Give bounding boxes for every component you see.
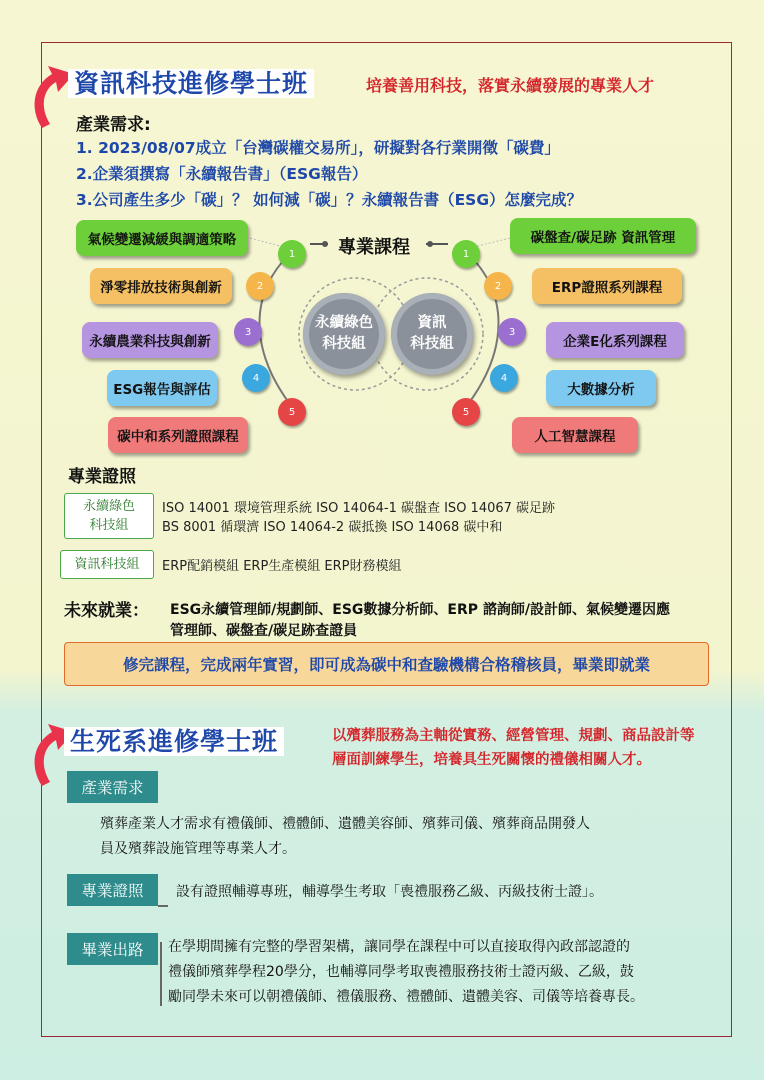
number-circle: 4 <box>242 364 270 392</box>
industry-demand-heading: 產業需求: <box>76 115 151 135</box>
number-circle: 5 <box>452 398 480 426</box>
body-text-line: 殯葬產業人才需求有禮儀師、禮體師、遺體美容師、殯葬司儀、殯葬商品開發人 <box>100 816 590 832</box>
number-circle: 2 <box>484 272 512 300</box>
course-pill-right: ERP證照系列課程 <box>532 268 682 304</box>
cert-line: BS 8001 循環濟 ISO 14064-2 碳抵換 ISO 14068 碳中和 <box>162 520 503 535</box>
hub-green-tech <box>303 293 385 375</box>
hub-info-tech <box>391 293 473 375</box>
course-pill-right: 企業E化系列課程 <box>546 322 684 358</box>
cert-line: ISO 14001 環境管理系統 ISO 14064-1 碳盤查 ISO 14067 碳足跡 <box>162 501 556 516</box>
section1-tagline: 培養善用科技，落實永續發展的專業人才 <box>366 76 655 95</box>
number-circle: 4 <box>490 364 518 392</box>
course-pill-left: 淨零排放技術與創新 <box>90 268 232 304</box>
section1-title: 資訊科技進修學士班 <box>68 64 314 100</box>
section-label-box: 專業證照 <box>67 874 158 906</box>
divider-line <box>160 942 162 1006</box>
diagram-center-label: 專業課程 <box>338 237 410 258</box>
section2-tagline: 層面訓練學生，培養具生死關懷的禮儀相關人才。 <box>332 752 651 768</box>
body-text-line: 勵同學未來可以朝禮儀師、禮儀服務、禮體師、遺體美容、司儀等培養專長。 <box>168 989 644 1005</box>
number-circle: 3 <box>234 318 262 346</box>
hub-label: 永續綠色 科技組 <box>315 315 373 352</box>
course-pill-left: 氣候變遷減緩與調適策略 <box>76 220 248 256</box>
course-pill-right: 人工智慧課程 <box>512 417 638 453</box>
section2-title: 生死系進修學士班 <box>64 722 284 758</box>
course-pill-left: 永續農業科技與創新 <box>82 322 218 358</box>
body-text-line: 禮儀師殯葬學程20學分，也輔導同學考取喪禮服務技術士證丙級、乙級，鼓 <box>168 964 634 980</box>
number-circle: 5 <box>278 398 306 426</box>
demand-line: 3.公司產生多少「碳」？ 如何減「碳」？永續報告書（ESG）怎麼完成？ <box>76 191 583 209</box>
section-label-box: 畢業出路 <box>67 933 158 965</box>
highlight-banner: 修完課程，完成兩年實習，即可成為碳中和查驗機構合格稽核員，畢業即就業 <box>64 642 709 686</box>
cert-heading: 專業證照 <box>68 467 136 487</box>
cert-group-label <box>64 493 154 539</box>
body-text-line: 員及殯葬設施管理等專業人才。 <box>100 841 296 857</box>
job-line: 管理師、碳盤查/碳足跡查證員 <box>170 623 358 639</box>
course-pill-left: ESG報告與評估 <box>107 370 217 406</box>
cert-line: ERP配銷模組 ERP生產模組 ERP財務模組 <box>162 559 402 574</box>
section-label-box: 產業需求 <box>67 771 158 803</box>
number-circle: 2 <box>246 272 274 300</box>
hub-label: 資訊 科技組 <box>410 315 454 352</box>
cert-label-text: 永續綠色 科技組 <box>82 499 135 533</box>
cert-group-label <box>60 550 154 579</box>
body-text-line: 在學期間擁有完整的學習架構，讓同學在課程中可以直接取得內政部認證的 <box>168 939 630 955</box>
course-pill-right: 碳盤查/碳足跡 資訊管理 <box>510 218 696 254</box>
number-circle: 3 <box>498 318 526 346</box>
demand-line: 1. 2023/08/07成立「台灣碳權交易所」，研擬對各行業開徵「碳費」 <box>76 139 560 157</box>
number-circle: 1 <box>278 240 306 268</box>
course-pill-left: 碳中和系列證照課程 <box>108 417 248 453</box>
future-jobs-heading: 未來就業： <box>64 601 149 621</box>
section2-tagline: 以殯葬服務為主軸從實務、經營管理、規劃、商品設計等 <box>332 728 695 744</box>
body-text-line: 設有證照輔導專班，輔導學生考取「喪禮服務乙級、丙級技術士證」。 <box>176 884 603 900</box>
course-pill-right: 大數據分析 <box>546 370 656 406</box>
demand-line: 2.企業須撰寫「永續報告書」（ESG報告） <box>76 165 368 183</box>
job-line: ESG永續管理師/規劃師、ESG數據分析師、ERP 諮詢師/設計師、氣候變遷因應 <box>170 602 670 618</box>
divider-line <box>158 905 168 907</box>
cert-label-text: 資訊科技組 <box>74 557 140 572</box>
number-circle: 1 <box>452 240 480 268</box>
